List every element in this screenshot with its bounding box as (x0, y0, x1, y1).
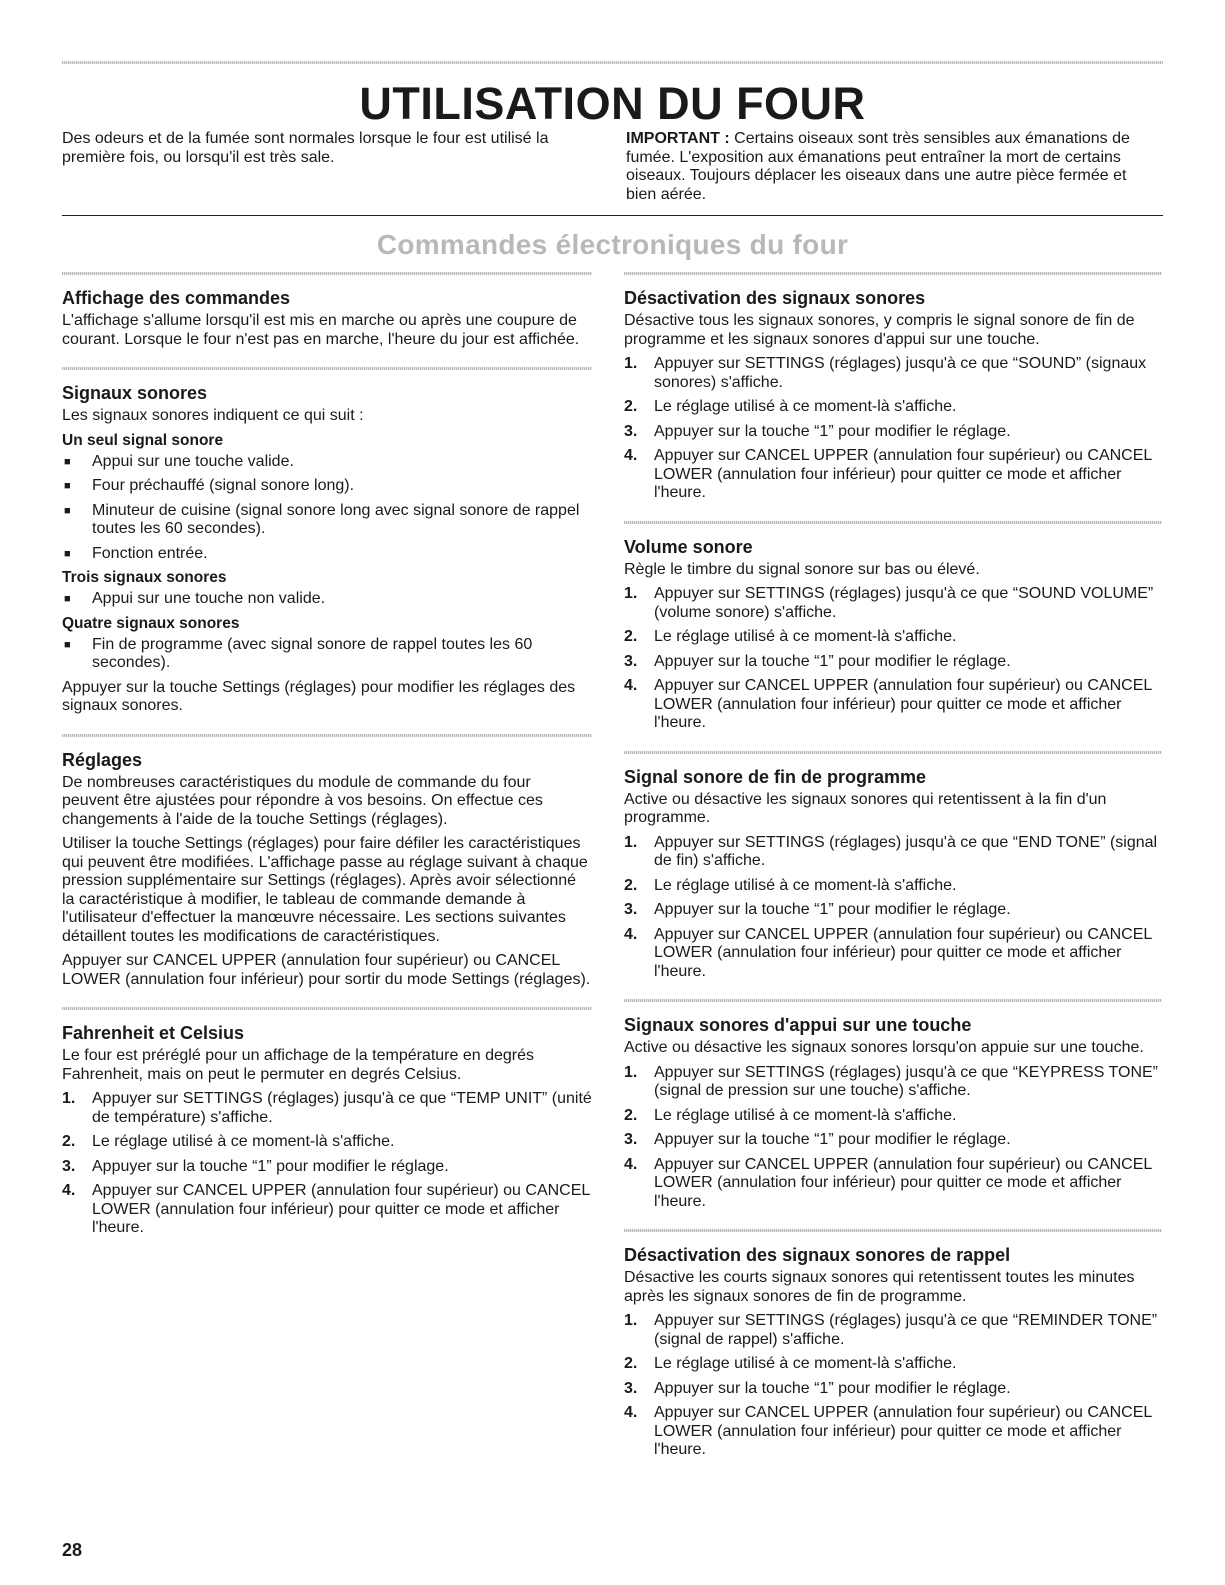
page-number: 28 (62, 1540, 83, 1560)
section-appui-touche (624, 1014, 1162, 1211)
heading: Fahrenheit et Celsius (62, 1023, 245, 1043)
divider (624, 751, 1162, 754)
step-text: Appuyer sur CANCEL UPPER (annulation four supérieur) ou CANCEL LOWER (annulation four inférieur) pour quitter ce mode et afficher l'heure. (654, 1155, 1152, 1210)
bullet-list (62, 453, 592, 564)
divider (624, 1229, 1162, 1232)
step-number: 1. (624, 1312, 638, 1329)
list-item (624, 447, 1162, 503)
paragraph: Appuyer sur CANCEL UPPER (annulation four supérieur) ou CANCEL LOWER (annulation four inférieur) pour sortir du mode Settings (réglages). (62, 952, 591, 988)
list-item (624, 423, 1162, 442)
subheading: Trois signaux sonores (62, 569, 227, 586)
divider (62, 734, 592, 737)
step-text: Appuyer sur SETTINGS (réglages) jusqu'à ce que “TEMP UNIT” (unité de température) s'affiche. (92, 1090, 592, 1126)
step-number: 1. (624, 355, 638, 372)
list-item (62, 1158, 592, 1177)
list-item: ■ Fin de programme (avec signal sonore de rappel toutes les 60 secondes). (62, 636, 592, 673)
list-item (624, 355, 1162, 392)
section-volume (624, 536, 1162, 733)
numbered-list (624, 834, 1162, 982)
step-number: 4. (62, 1182, 76, 1199)
step-number: 4. (624, 1404, 638, 1421)
step-text: Appuyer sur SETTINGS (réglages) jusqu'à ce que “KEYPRESS TONE” (signal de pression sur une touche) s'affiche. (654, 1063, 1158, 1099)
divider (624, 521, 1162, 524)
list-item: ■ Fonction entrée. (62, 545, 592, 564)
step-number: 2. (624, 1355, 638, 1372)
numbered-list (624, 355, 1162, 503)
step-text: Appuyer sur CANCEL UPPER (annulation four supérieur) ou CANCEL LOWER (annulation four inférieur) pour quitter ce mode et afficher l'heure. (654, 1404, 1152, 1458)
list-item: ■ Appui sur une touche valide. (62, 453, 592, 472)
list-item (62, 1182, 592, 1238)
step-text: Appuyer sur CANCEL UPPER (annulation four supérieur) ou CANCEL LOWER (annulation four inférieur) pour quitter ce mode et afficher l'heure. (654, 677, 1152, 731)
step-text: Le réglage utilisé à ce moment-là s'affiche. (654, 398, 957, 415)
heading: Réglages (62, 749, 143, 770)
list-item (624, 926, 1162, 982)
left-column (62, 272, 592, 1256)
list-item (624, 901, 1162, 920)
step-text: Appuyer sur la touche “1” pour modifier le réglage. (654, 901, 1011, 918)
paragraph: Règle le timbre du signal sonore sur bas ou élevé. (624, 560, 980, 578)
step-text: Le réglage utilisé à ce moment-là s'affiche. (654, 1106, 957, 1124)
paragraph: Active ou désactive les signaux sonores lorsqu'on appuie sur une touche. (624, 1039, 1144, 1056)
step-text: Appuyer sur la touche “1” pour modifier le réglage. (92, 1157, 449, 1175)
section-fahrenheit (62, 1022, 592, 1238)
paragraph: Utiliser la touche Settings (réglages) pour faire défiler les caractéristiques qui peuvent être modifiées. L'affichage passe au réglage suivant à chaque pression supplémentaire sur Settings (réglages). Après avoir sélectionné la caractéristique à modifier, le tableau de commande demande à l'utilisateur d'effectuer la manœuvre nécessaire. Les sections suivantes détaillent toutes les modifications de caractéristiques. (62, 835, 588, 945)
step-text: Le réglage utilisé à ce moment-là s'affiche. (654, 628, 957, 645)
list-item (624, 877, 1162, 896)
section-signaux (62, 382, 592, 716)
step-number: 4. (624, 925, 638, 943)
list-item (624, 1404, 1162, 1460)
right-column (624, 272, 1162, 1478)
heading: Signaux sonores (62, 383, 208, 403)
step-number: 3. (62, 1157, 76, 1175)
section-title: Commandes électroniques du four (376, 229, 849, 260)
header-rule (62, 215, 1163, 216)
section-rappel (624, 1244, 1162, 1460)
step-text: Appuyer sur la touche “1” pour modifier le réglage. (654, 422, 1011, 440)
step-number: 2. (624, 628, 638, 645)
step-number: 2. (624, 876, 638, 894)
intro-left: Des odeurs et de la fumée sont normales lorsque le four est utilisé la première fois, ou lorsqu'il est très sale. (62, 130, 549, 166)
step-text: Appuyer sur SETTINGS (réglages) jusqu'à ce que “SOUND” (signaux sonores) s'affiche. (654, 355, 1147, 391)
heading: Volume sonore (624, 536, 753, 557)
list-item (624, 628, 1162, 647)
list-item (624, 1312, 1162, 1349)
divider (62, 272, 592, 275)
paragraph: Désactive les courts signaux sonores qui retentissent toutes les minutes après les signaux sonores de fin de programme. (624, 1269, 1135, 1305)
paragraph: Active ou désactive les signaux sonores qui retentissent à la fin d'un programme. (624, 790, 1107, 826)
step-number: 4. (624, 1155, 638, 1173)
step-text: Appuyer sur la touche “1” pour modifier le réglage. (654, 1379, 1011, 1397)
paragraph: Désactive tous les signaux sonores, y compris le signal sonore de fin de programme et les signaux sonores d'appui sur une touche. (624, 312, 1135, 348)
step-text: Appuyer sur SETTINGS (réglages) jusqu'à ce que “SOUND VOLUME” (volume sonore) s'affiche. (654, 585, 1154, 621)
important-text: Certains oiseaux sont très sensibles aux émanations de fumée. L'exposition aux émanations peut entraîner la mort de certains oiseaux. Toujours déplacer les oiseaux dans une autre pièce fermée et bien aérée. (626, 130, 1130, 203)
divider (624, 272, 1162, 275)
numbered-list (624, 585, 1162, 733)
step-number: 1. (624, 1063, 638, 1081)
step-text: Le réglage utilisé à ce moment-là s'affiche. (654, 876, 957, 894)
bullet-list (62, 590, 592, 609)
heading: Affichage des commandes (62, 288, 291, 308)
heading: Signaux sonores d'appui sur une touche (624, 1015, 972, 1035)
section-desactivation (624, 287, 1162, 503)
divider (62, 367, 592, 370)
divider (624, 999, 1162, 1002)
paragraph: Le four est préréglé pour un affichage de la température en degrés Fahrenheit, mais on peut le permuter en degrés Celsius. (62, 1047, 535, 1083)
step-number: 1. (62, 1090, 76, 1107)
list-item (624, 1355, 1162, 1374)
list-item: ■ Four préchauffé (signal sonore long). (62, 477, 592, 496)
step-number: 1. (624, 585, 638, 602)
list-item: ■ Minuteur de cuisine (signal sonore long avec signal sonore de rappel toutes les 60 secondes). (62, 502, 592, 539)
subheading: Quatre signaux sonores (62, 614, 240, 632)
list-item (62, 1090, 592, 1127)
paragraph: L'affichage s'allume lorsqu'il est mis en marche ou après une coupure de courant. Lorsque le four n'est pas en marche, l'heure du jour est affichée. (62, 312, 580, 348)
intro-right (626, 130, 1161, 204)
step-number: 1. (624, 833, 638, 851)
list-item (624, 1131, 1162, 1150)
step-number: 4. (624, 677, 638, 694)
step-number: 3. (624, 422, 638, 440)
list-item (624, 1064, 1162, 1101)
paragraph: De nombreuses caractéristiques du module de commande du four peuvent être ajustées pour répondre à vos besoins. On effectue ces changements à l'aide de la touche Settings (réglages). (62, 773, 543, 828)
step-number: 3. (624, 901, 638, 918)
numbered-list (62, 1090, 592, 1238)
list-item (624, 1156, 1162, 1212)
divider (62, 1007, 592, 1010)
numbered-list (624, 1312, 1162, 1460)
list-item (62, 1133, 592, 1152)
list-item (624, 677, 1162, 733)
step-number: 3. (624, 1131, 638, 1148)
important-label: IMPORTANT : (626, 130, 730, 147)
bullet-list (62, 636, 592, 673)
subheading: Un seul signal sonore (62, 431, 224, 449)
top-rule (62, 61, 1163, 64)
step-text: Le réglage utilisé à ce moment-là s'affiche. (92, 1133, 395, 1150)
list-item (624, 398, 1162, 417)
step-number: 2. (62, 1133, 76, 1150)
list-item: ■ Appui sur une touche non valide. (62, 590, 592, 609)
heading: Signal sonore de fin de programme (624, 766, 927, 787)
list-item (624, 585, 1162, 622)
paragraph: Les signaux sonores indiquent ce qui suit : (62, 407, 364, 424)
paragraph: Appuyer sur la touche Settings (réglages) pour modifier les réglages des signaux sonores. (62, 678, 576, 714)
page-title: UTILISATION DU FOUR (359, 78, 866, 129)
step-text: Appuyer sur CANCEL UPPER (annulation four supérieur) ou CANCEL LOWER (annulation four inférieur) pour quitter ce mode et afficher l'heure. (92, 1182, 590, 1236)
step-number: 4. (624, 447, 638, 464)
step-text: Appuyer sur CANCEL UPPER (annulation four supérieur) ou CANCEL LOWER (annulation four inférieur) pour quitter ce mode et afficher l'heure. (654, 447, 1152, 501)
list-item (624, 1107, 1162, 1126)
list-item (624, 1380, 1162, 1399)
list-item (624, 834, 1162, 871)
step-number: 2. (624, 1106, 638, 1124)
step-number: 2. (624, 398, 638, 415)
step-number: 3. (624, 1379, 638, 1397)
section-reglages (62, 749, 592, 990)
step-text: Appuyer sur SETTINGS (réglages) jusqu'à ce que “END TONE” (signal de fin) s'affiche. (654, 833, 1158, 869)
step-text: Appuyer sur SETTINGS (réglages) jusqu'à ce que “REMINDER TONE” (signal de rappel) s'affiche. (654, 1312, 1158, 1348)
step-number: 3. (624, 652, 638, 670)
step-text: Le réglage utilisé à ce moment-là s'affiche. (654, 1355, 957, 1372)
step-text: Appuyer sur CANCEL UPPER (annulation four supérieur) ou CANCEL LOWER (annulation four inférieur) pour quitter ce mode et afficher l'heure. (654, 925, 1152, 980)
step-text: Appuyer sur la touche “1” pour modifier le réglage. (654, 652, 1011, 670)
section-fin-programme (624, 766, 1162, 982)
list-item (624, 653, 1162, 672)
section-affichage (62, 287, 592, 349)
heading: Désactivation des signaux sonores de rappel (624, 1245, 1011, 1265)
numbered-list (624, 1064, 1162, 1212)
step-text: Appuyer sur la touche “1” pour modifier le réglage. (654, 1131, 1011, 1148)
heading: Désactivation des signaux sonores (624, 288, 926, 308)
